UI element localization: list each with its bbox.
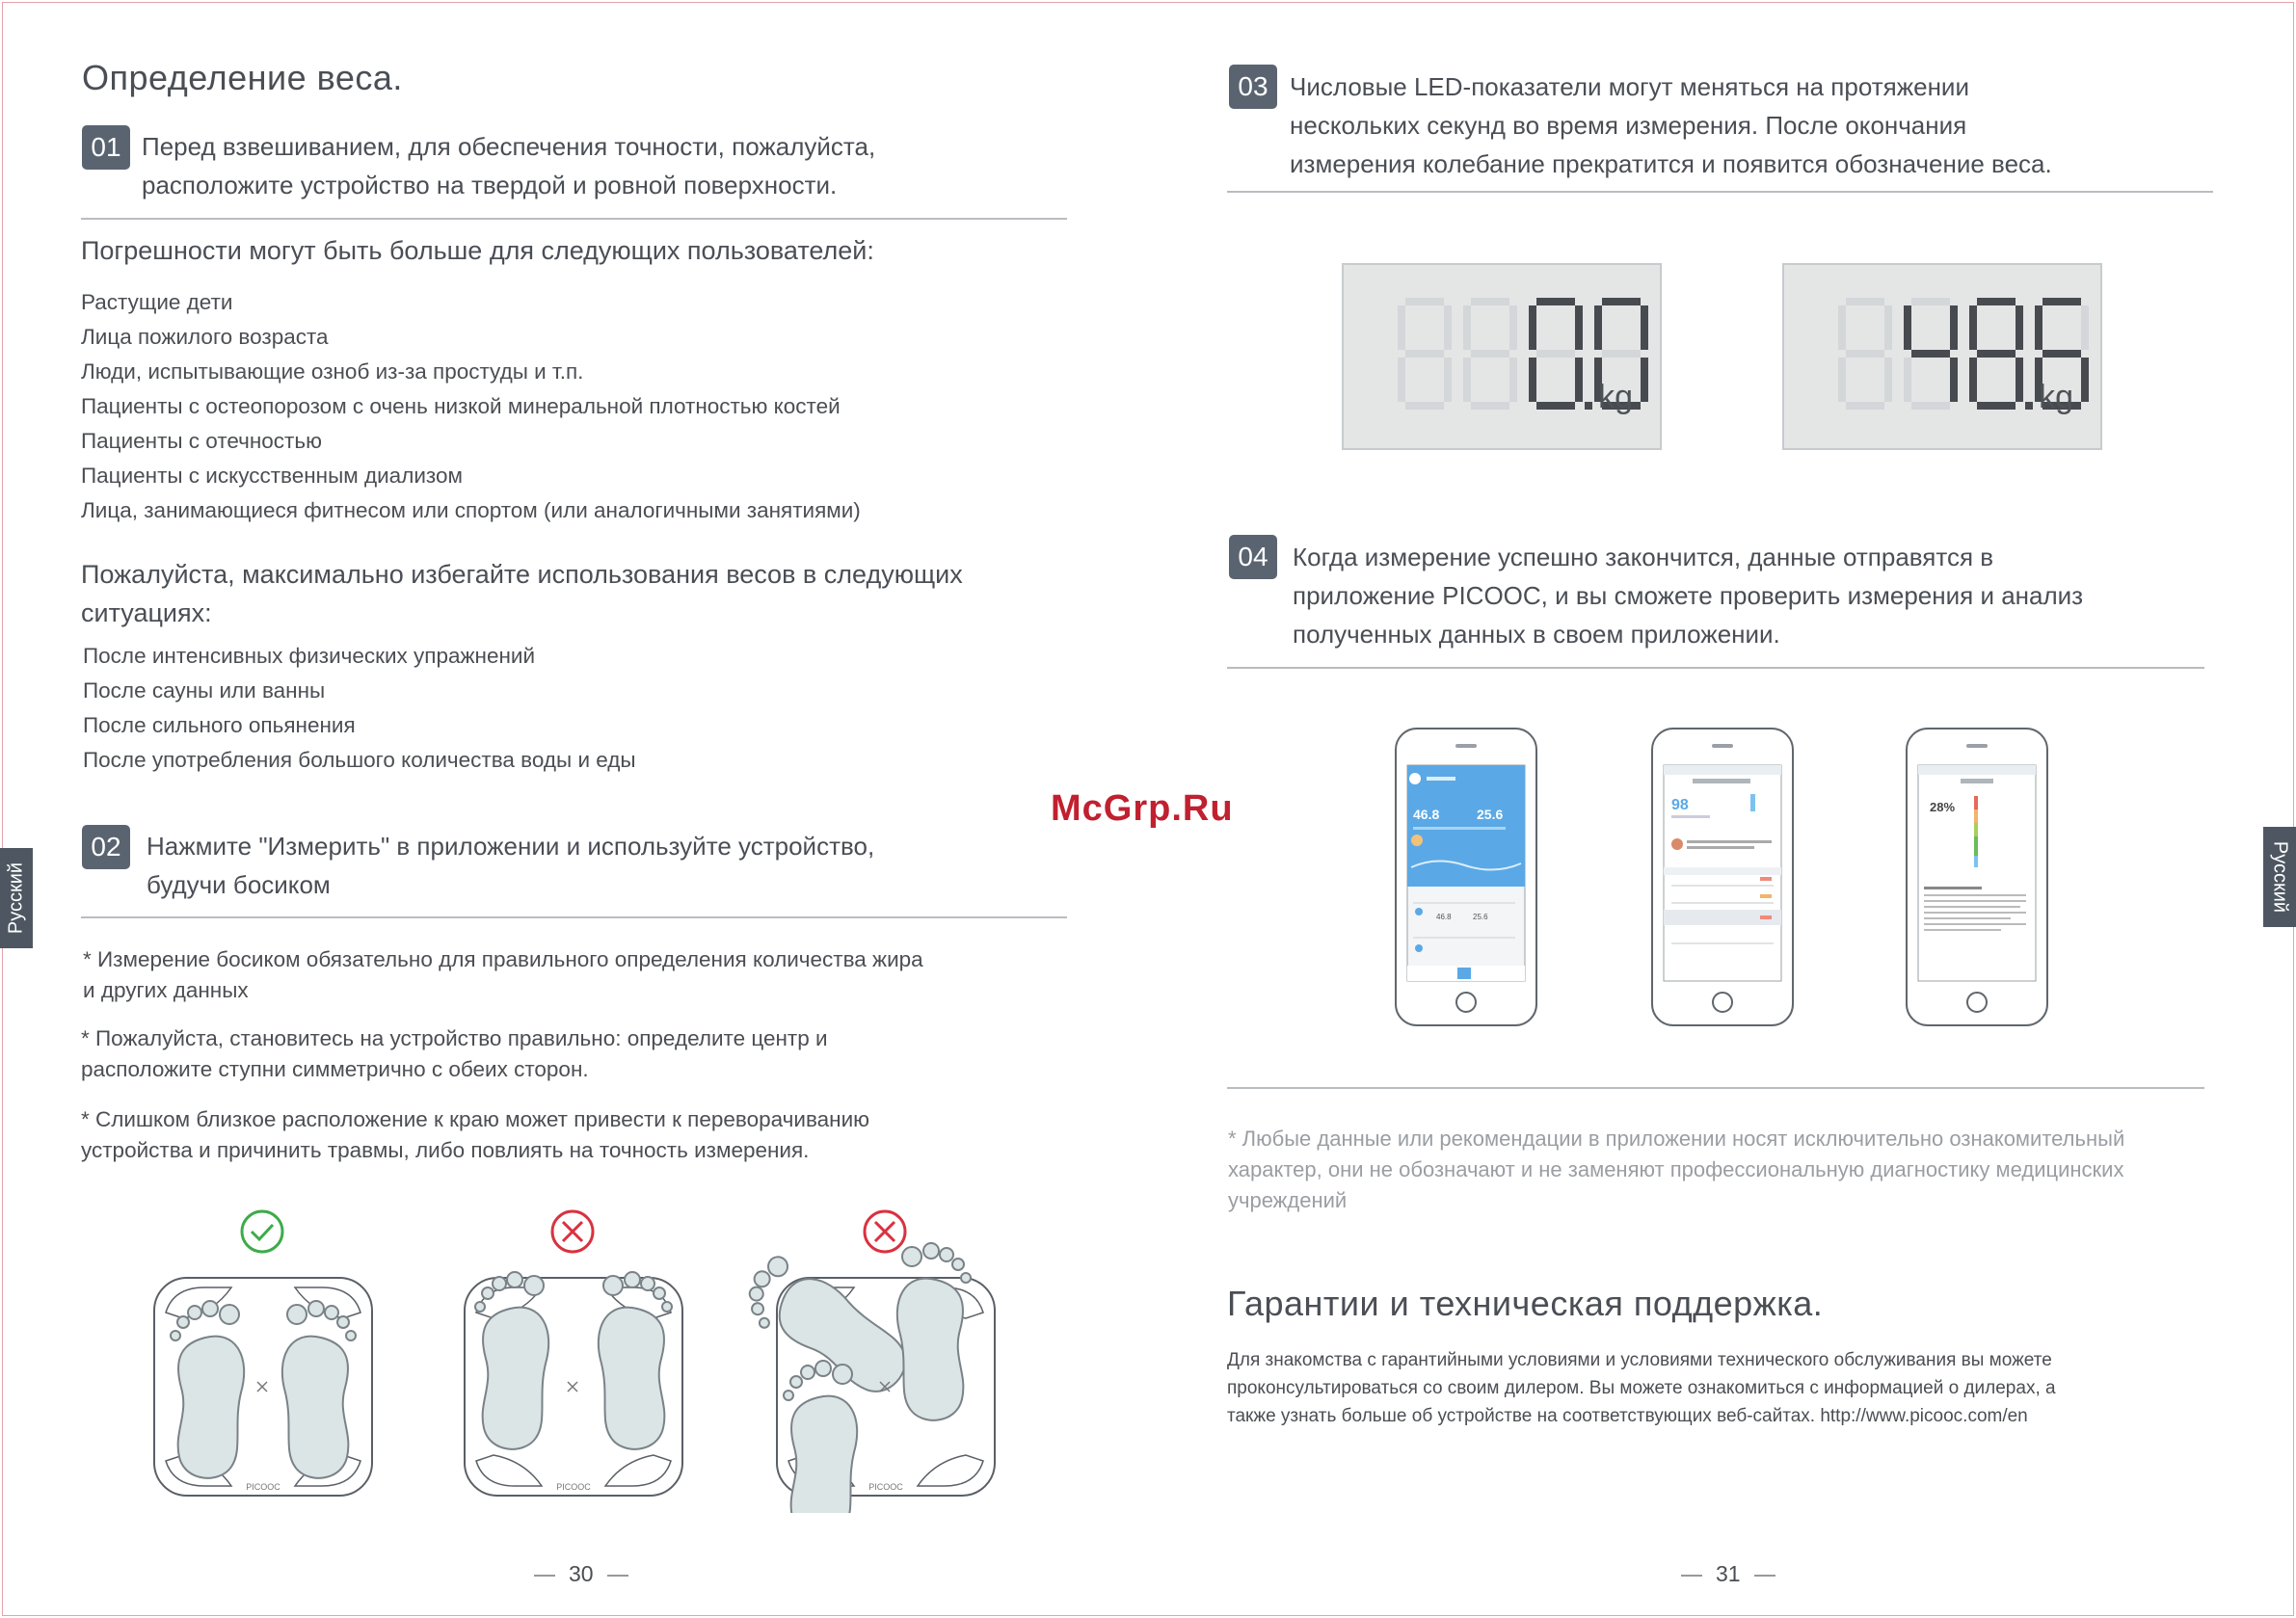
led-segment: [1509, 305, 1517, 350]
led-segment: [1846, 350, 1884, 358]
led-segment: [1575, 305, 1583, 350]
led-segment: [1602, 350, 1641, 358]
led-segment: [1536, 298, 1575, 305]
scale-display-initial: [1342, 263, 1662, 450]
led-segment: [1398, 305, 1405, 350]
led-segment: [1405, 402, 1444, 410]
led-segment: [1575, 358, 1583, 402]
step-03-text: Числовые LED-показатели могут меняться на протяжении нескольких секунд во время измерения. После окончания измерения колебание прекратится и появится обозначение веса.: [1290, 72, 2052, 178]
step-number-01: 01: [82, 125, 130, 170]
led-segment: [2042, 298, 2081, 305]
led-segment: [1846, 402, 1884, 410]
fat-percent: 28%: [1930, 800, 1956, 814]
app-disclaimer: * Любые данные или рекомендации в приложении носят исключительно ознакомительный характер, они не обозначают и не заменяют профессиональную диагностику медицинских учреждений: [1228, 1127, 2125, 1212]
divider: [81, 916, 1067, 918]
errors-list: [81, 285, 861, 528]
mini-fat: 25.6: [1473, 913, 1488, 921]
led-segment: [1904, 358, 1911, 402]
scale-display-final: [1782, 263, 2102, 450]
page-number-right: 31: [1668, 1561, 1789, 1587]
avoid-heading: Пожалуйста, максимально избегайте использования весов в следующих ситуациях:: [81, 560, 963, 627]
step-01-text: Перед взвешиванием, для обеспечения точности, пожалуйста, расположите устройство на твердой и ровной поверхности.: [142, 132, 876, 199]
led-segment: [2035, 305, 2042, 350]
led-segment: [1884, 358, 1892, 402]
step-04-text: Когда измерение успешно закончится, данные отправятся в приложение PICOOC, и вы сможете проверить измерения и анализ полученных данных в своем приложении.: [1293, 543, 2084, 649]
avoid-list: [83, 639, 636, 778]
led-segment: [1444, 305, 1452, 350]
step-number-04: 04: [1229, 535, 1277, 579]
led-segment: [1398, 358, 1405, 402]
page-number-left: 30: [521, 1561, 642, 1587]
led-segment: [1536, 402, 1575, 410]
led-segment: [1838, 305, 1846, 350]
scale-misaligned: [734, 1211, 995, 1513]
led-segment: [1536, 350, 1575, 358]
led-segment: [1405, 350, 1444, 358]
led-segment: [1471, 298, 1509, 305]
section-title-warranty: Гарантии и техническая поддержка.: [1227, 1284, 1824, 1323]
led-segment: [1529, 305, 1536, 350]
led-segment: [1641, 358, 1648, 402]
led-segment: [1602, 298, 1641, 305]
fat-value: 25.6: [1477, 807, 1504, 822]
foot-placement-illustrations: [145, 1205, 1012, 1513]
warranty-text: Для знакомства с гарантийными условиями и условиями технического обслуживания вы можете проконсультироваться со своим дилером. Вы можете ознакомиться с информацией о дилерах, а также узнать больше об устройстве на соответствующих веб-сайтах. http://www.picooc.com/en: [1227, 1350, 2056, 1426]
mini-weight: 46.8: [1436, 913, 1452, 921]
scale-brand-label: PICOOC: [556, 1482, 591, 1492]
phone-body-fat-detail: [1907, 729, 2047, 1025]
list-item: Лица, занимающиеся фитнесом или спортом (или аналогичными занятиями): [81, 498, 861, 522]
scale-brand-label: PICOOC: [246, 1482, 280, 1492]
led-segment: [1846, 298, 1884, 305]
errors-heading: Погрешности могут быть больше для следующих пользователей:: [81, 236, 874, 265]
led-segment: [1405, 298, 1444, 305]
language-tab-right: Русский: [2263, 827, 2296, 927]
led-segment: [2081, 305, 2089, 350]
note-position: * Пожалуйста, становитесь на устройство правильно: определите центр и расположите ступни симметрично с обеих сторон.: [81, 1026, 828, 1081]
display-unit: kg: [2039, 379, 2073, 415]
list-item: После сильного опьянения: [83, 713, 356, 737]
led-segment: [1969, 305, 1977, 350]
led-segment: [1904, 305, 1911, 350]
step-02-text: Нажмите "Измерить" в приложении и используйте устройство, будучи босиком: [147, 832, 875, 899]
divider: [1227, 1087, 2204, 1089]
weight-value: 46.8: [1413, 807, 1440, 822]
divider: [1227, 191, 2213, 193]
divider: [81, 218, 1067, 220]
list-item: Растущие дети: [81, 290, 233, 314]
led-segment: [2042, 350, 2081, 358]
led-decimal-point: [1585, 402, 1592, 410]
led-segment: [1444, 358, 1452, 402]
led-segment: [2016, 358, 2023, 402]
scale-brand-label: PICOOC: [868, 1482, 903, 1492]
led-segment: [1977, 402, 2016, 410]
section-title-weighing: Определение веса.: [82, 58, 403, 97]
led-digits: [1344, 265, 1660, 448]
led-segment: [2081, 358, 2089, 402]
list-item: Пациенты с остеопорозом с очень низкой минеральной плотностью костей: [81, 394, 841, 418]
led-digits: [1784, 265, 2100, 448]
list-item: После интенсивных физических упражнений: [83, 644, 536, 668]
phone-measure-report: [1652, 729, 1793, 1025]
led-segment: [1471, 402, 1509, 410]
led-segment: [1911, 298, 1950, 305]
language-tab-left: Русский: [0, 848, 33, 948]
led-decimal-point: [2025, 402, 2033, 410]
app-screenshots: [1388, 723, 2063, 1031]
scale-correct: [154, 1211, 372, 1496]
led-segment: [1529, 358, 1536, 402]
display-unit: kg: [1598, 379, 1633, 415]
list-item: После употребления большого количества воды и еды: [83, 748, 636, 772]
list-item: Пациенты с отечностью: [81, 429, 322, 453]
led-segment: [1977, 350, 2016, 358]
note-edge: * Слишком близкое расположение к краю может привести к переворачиванию устройства и причинить травмы, либо повлиять на точность измерения.: [81, 1107, 870, 1162]
led-segment: [1471, 350, 1509, 358]
phone-home-screen: [1396, 729, 1536, 1025]
list-item: После сауны или ванны: [83, 678, 326, 703]
led-segment: [1977, 298, 2016, 305]
led-segment: [1911, 350, 1950, 358]
list-item: Лица пожилого возраста: [81, 325, 329, 349]
led-segment: [1950, 358, 1958, 402]
note-barefoot: * Измерение босиком обязательно для правильного определения количества жира и других данных: [83, 947, 923, 1002]
led-segment: [2016, 305, 2023, 350]
scale-too-far-forward: [465, 1211, 682, 1496]
led-segment: [1463, 305, 1471, 350]
led-segment: [1884, 305, 1892, 350]
led-segment: [1463, 358, 1471, 402]
step-number-02: 02: [82, 825, 130, 869]
led-segment: [1950, 305, 1958, 350]
check-icon: [242, 1211, 282, 1252]
led-segment: [1594, 305, 1602, 350]
divider: [1227, 667, 2204, 669]
list-item: Люди, испытывающие озноб из-за простуды и т.п.: [81, 359, 584, 384]
led-segment: [1509, 358, 1517, 402]
score-value: 98: [1671, 797, 1689, 813]
led-segment: [1838, 358, 1846, 402]
list-item: Пациенты с искусственным диализом: [81, 464, 463, 488]
led-segment: [1641, 305, 1648, 350]
watermark: McGrp.Ru: [1051, 788, 1234, 829]
led-segment: [1969, 358, 1977, 402]
step-number-03: 03: [1229, 65, 1277, 109]
led-segment: [1911, 402, 1950, 410]
